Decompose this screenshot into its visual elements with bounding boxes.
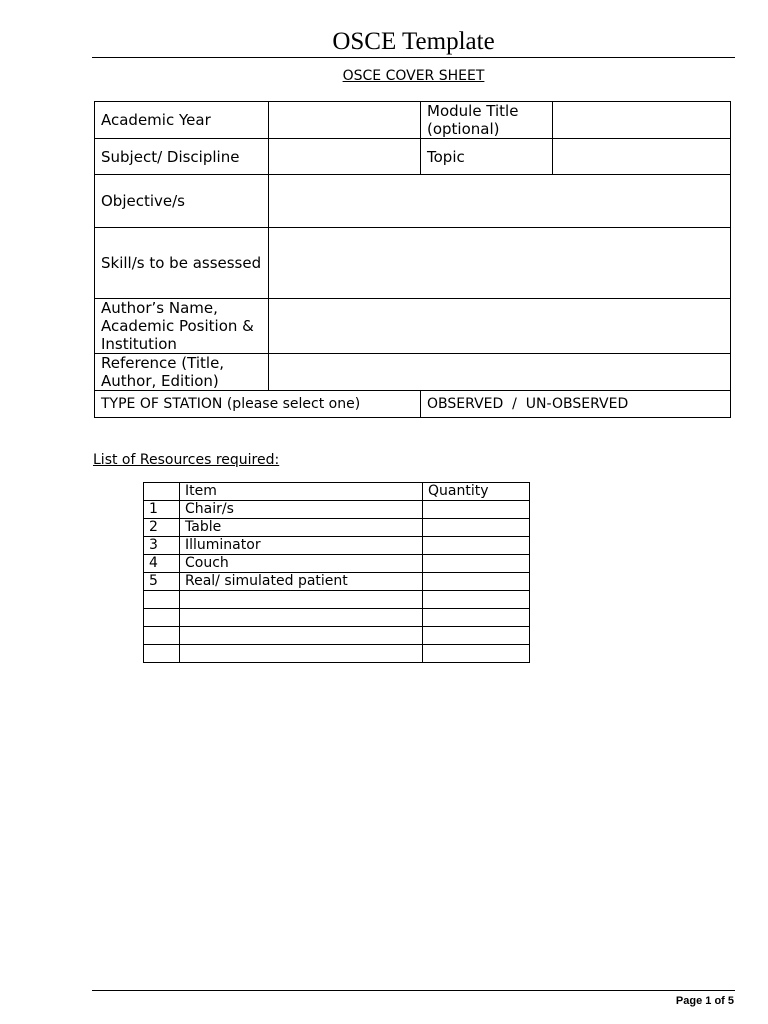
item-cell[interactable]	[180, 627, 423, 645]
table-row	[144, 609, 530, 627]
document-title: OSCE Template	[332, 28, 495, 55]
module-title-field[interactable]	[553, 102, 731, 139]
cover-sheet-table	[94, 101, 731, 418]
station-type-hint: (please select one)	[226, 396, 361, 412]
table-row	[144, 501, 530, 519]
row-number: 1	[144, 501, 180, 519]
row-number: 5	[144, 573, 180, 591]
item-cell[interactable]: Table	[180, 519, 423, 537]
item-cell[interactable]	[180, 609, 423, 627]
station-type-label: TYPE OF STATION	[101, 396, 223, 412]
table-row	[144, 573, 530, 591]
resources-heading: List of Resources required:	[93, 452, 280, 468]
row-number	[144, 627, 180, 645]
author-label: Author’s Name, Academic Position & Institution	[95, 299, 269, 354]
reference-label: Reference (Title, Author, Edition)	[95, 354, 269, 391]
row-number: 2	[144, 519, 180, 537]
topic-field[interactable]	[553, 139, 731, 175]
author-field[interactable]	[269, 299, 731, 354]
page-number: Page 1 of 5	[675, 995, 734, 1007]
quantity-cell[interactable]	[423, 537, 530, 555]
skills-label: Skill/s to be assessed	[95, 228, 269, 299]
academic-year-label: Academic Year	[95, 102, 269, 139]
quantity-cell[interactable]	[423, 591, 530, 609]
table-row	[144, 519, 530, 537]
item-cell[interactable]: Illuminator	[180, 537, 423, 555]
table-row	[144, 645, 530, 663]
row-station-type	[95, 391, 731, 418]
row-number	[144, 609, 180, 627]
item-cell[interactable]	[180, 645, 423, 663]
quantity-cell[interactable]	[423, 555, 530, 573]
column-header: Quantity	[423, 483, 530, 501]
objectives-field[interactable]	[269, 175, 731, 228]
row-academic-year	[95, 102, 731, 139]
reference-field[interactable]	[269, 354, 731, 391]
row-number: 3	[144, 537, 180, 555]
quantity-cell[interactable]	[423, 519, 530, 537]
table-header-row	[144, 483, 530, 501]
item-cell[interactable]: Chair/s	[180, 501, 423, 519]
row-subject	[95, 139, 731, 175]
station-type-options[interactable]: OBSERVED / UN-OBSERVED	[421, 391, 731, 418]
objectives-label: Objective/s	[95, 175, 269, 228]
module-title-label: Module Title (optional)	[421, 102, 553, 139]
subject-label: Subject/ Discipline	[95, 139, 269, 175]
header-divider	[92, 57, 735, 58]
quantity-cell[interactable]	[423, 501, 530, 519]
quantity-cell[interactable]	[423, 573, 530, 591]
row-number	[144, 645, 180, 663]
row-skills	[95, 228, 731, 299]
item-cell[interactable]: Real/ simulated patient	[180, 573, 423, 591]
skills-field[interactable]	[269, 228, 731, 299]
item-cell[interactable]	[180, 591, 423, 609]
column-header	[144, 483, 180, 501]
table-row	[144, 537, 530, 555]
resources-table	[143, 482, 530, 663]
table-row	[144, 591, 530, 609]
row-number	[144, 591, 180, 609]
topic-label: Topic	[421, 139, 553, 175]
quantity-cell[interactable]	[423, 609, 530, 627]
table-row	[144, 555, 530, 573]
item-cell[interactable]: Couch	[180, 555, 423, 573]
quantity-cell[interactable]	[423, 645, 530, 663]
column-header: Item	[180, 483, 423, 501]
row-reference	[95, 354, 731, 391]
academic-year-field[interactable]	[269, 102, 421, 139]
cover-sheet-heading: OSCE COVER SHEET	[342, 68, 485, 84]
row-author	[95, 299, 731, 354]
quantity-cell[interactable]	[423, 627, 530, 645]
row-objectives	[95, 175, 731, 228]
row-number: 4	[144, 555, 180, 573]
station-type-cell	[95, 391, 421, 418]
table-row	[144, 627, 530, 645]
footer-divider	[92, 990, 735, 991]
subject-field[interactable]	[269, 139, 421, 175]
